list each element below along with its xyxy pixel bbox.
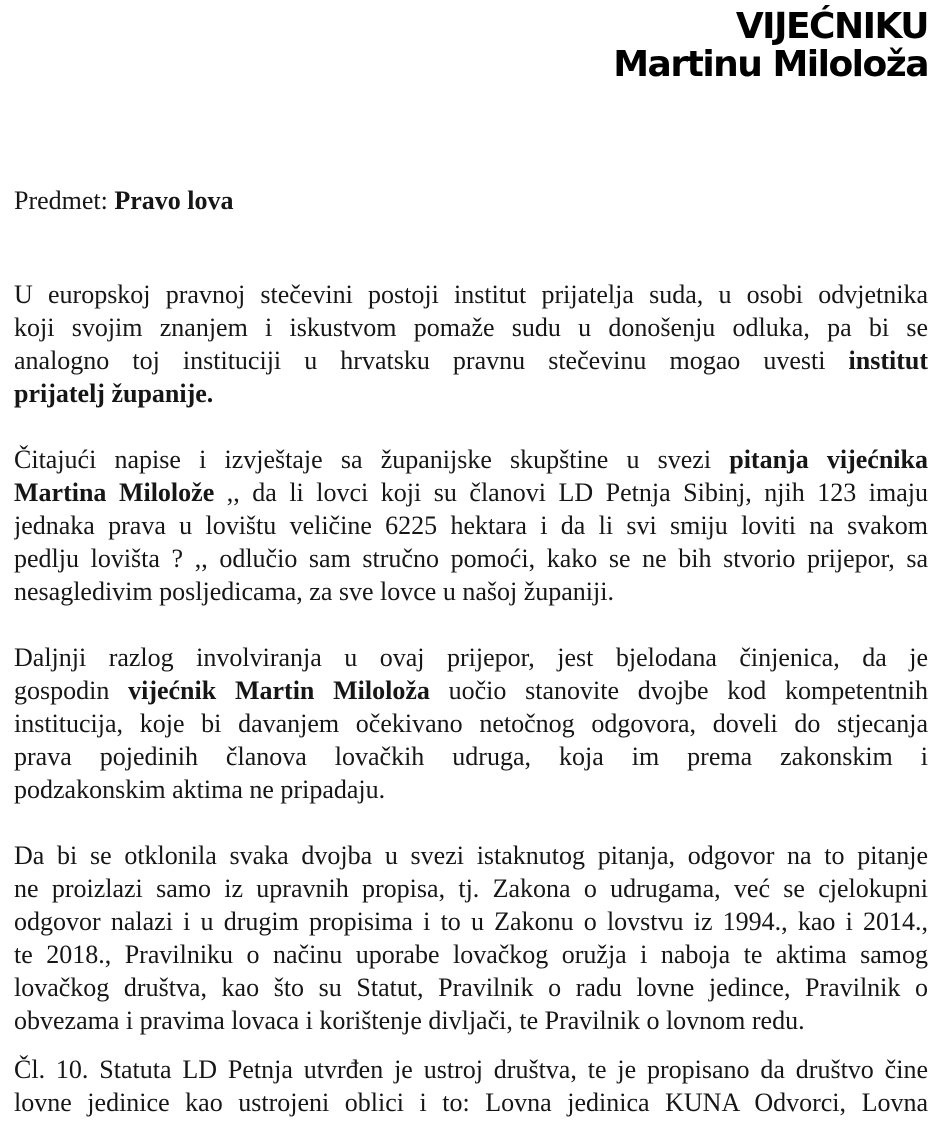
header-recipient-title: VIJEĆNIKU (735, 6, 928, 47)
text-run-bold: prijatelj županije. (14, 379, 214, 408)
text-run: gospodin (14, 676, 129, 705)
text-run-bold: vijećnik Martin Miloloža (128, 676, 430, 705)
header-recipient-name: Martinu Miloloža (613, 44, 928, 85)
text-line (14, 839, 928, 872)
text-run: koji svojim znanjem i iskustvom pomaže sudu u donošenju odluka, pa bi se (14, 313, 928, 342)
text-run: ne proizlazi samo iz upravnih propisa, tj. Zakona o udrugama, već se cjelokupni (14, 874, 928, 903)
paragraph-2 (14, 443, 928, 608)
paragraph-5 (14, 1053, 928, 1119)
text-line (14, 1086, 928, 1119)
text-run: ,, da li lovci koji su članovi LD Petnja Sibinj, njih 123 imaju (214, 478, 928, 507)
text-run: U europskoj pravnoj stečevini postoji institut prijatelja suda, u osobi odvjetnika (14, 280, 928, 309)
text-line (14, 1053, 928, 1086)
text-run: institucija, koje bi davanjem očekivano netočnog odgovora, doveli do stjecanja (14, 709, 928, 738)
text-line (14, 344, 928, 377)
text-run: nesagledivim posljedicama, za sve lovce u našoj županiji. (14, 577, 614, 606)
text-line (14, 476, 928, 509)
text-run-bold: Martina Milolože (14, 478, 215, 507)
text-run: jednaka prava u lovištu veličine 6225 hektara i da li svi smiju loviti na svakom (14, 511, 928, 540)
text-line (14, 575, 928, 608)
text-line (14, 938, 928, 971)
text-run-bold: institut (848, 346, 928, 375)
text-run: te 2018., Pravilniku o načinu uporabe lovačkog oružja i naboja te aktima samog (14, 940, 928, 969)
text-run: lovačkog društva, kao što su Statut, Pravilnik o radu lovne jedince, Pravilnik o (14, 973, 928, 1002)
text-line (14, 311, 928, 344)
text-line (14, 707, 928, 740)
text-run: Da bi se otklonila svaka dvojba u svezi istaknutog pitanja, odgovor na to pitanje (14, 841, 928, 870)
text-line (14, 971, 928, 1004)
text-line (14, 377, 928, 410)
text-line (14, 443, 928, 476)
subject-label: Predmet: (14, 186, 115, 215)
document-body (14, 278, 928, 1119)
subject-value: Pravo lova (114, 186, 234, 215)
text-run: analogno toj instituciji u hrvatsku pravnu stečevinu mogao uvesti (14, 346, 849, 375)
text-run: lovne jedinice kao ustrojeni oblici i to: Lovna jedinica KUNA Odvorci, Lovna (14, 1088, 928, 1117)
text-line (14, 1004, 928, 1037)
paragraph-1 (14, 278, 928, 410)
document-header (14, 8, 928, 84)
text-run: odgovor nalazi i u drugim propisima i to u Zakonu o lovstvu iz 1994., kao i 2014., (14, 907, 928, 936)
paragraph-4 (14, 839, 928, 1037)
subject-line (14, 184, 928, 217)
text-run-bold: pitanja vijećnika (729, 445, 928, 474)
text-line (14, 905, 928, 938)
text-run: prava pojedinih članova lovačkih udruga, koja im prema zakonskim i (14, 742, 928, 771)
text-line (14, 542, 928, 575)
text-run: Daljnji razlog involviranja u ovaj prijepor, jest bjelodana činjenica, da je (14, 643, 928, 672)
text-line (14, 773, 928, 806)
text-run: Čl. 10. Statuta LD Petnja utvrđen je ustroj društva, te je propisano da društvo čine (14, 1055, 928, 1084)
paragraph-3 (14, 641, 928, 806)
text-line (14, 740, 928, 773)
text-run: obvezama i pravima lovaca i korištenje divljači, te Pravilnik o lovnom redu. (14, 1006, 805, 1035)
text-line (14, 278, 928, 311)
text-run: Čitajući napise i izvještaje sa županijske skupštine u svezi (14, 445, 730, 474)
text-run: podzakonskim aktima ne pripadaju. (14, 775, 386, 804)
text-line (14, 641, 928, 674)
text-run: uočio stanovite dvojbe kod kompetentnih (429, 676, 928, 705)
text-line (14, 674, 928, 707)
text-line (14, 872, 928, 905)
text-run: pedlju lovišta ? ,, odlučio sam stručno pomoći, kako se ne bih stvorio prijepor, sa (14, 544, 928, 573)
text-line (14, 509, 928, 542)
